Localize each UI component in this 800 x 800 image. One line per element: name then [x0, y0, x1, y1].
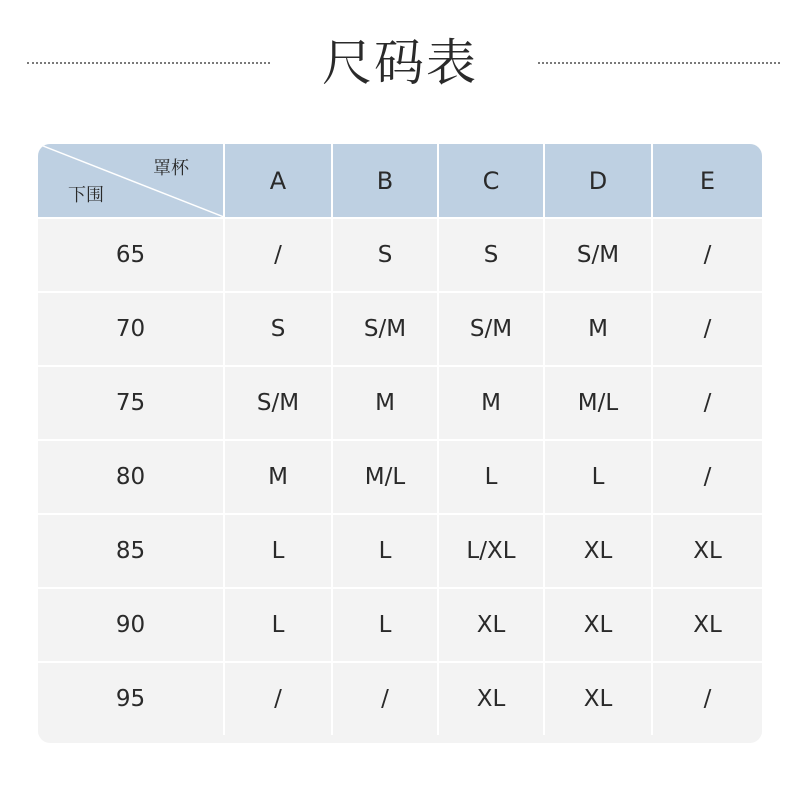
size-cell: S/M: [544, 218, 652, 292]
size-cell: XL: [544, 514, 652, 588]
size-cell: XL: [544, 662, 652, 735]
band-cell: 85: [38, 514, 224, 588]
size-cell: L: [438, 440, 544, 514]
table-row: [38, 662, 762, 735]
column-header-b: B: [332, 144, 438, 218]
size-cell: M/L: [544, 366, 652, 440]
size-cell: /: [652, 218, 762, 292]
size-cell: L: [332, 514, 438, 588]
band-cell: 70: [38, 292, 224, 366]
band-cell: 80: [38, 440, 224, 514]
size-cell: M: [438, 366, 544, 440]
size-cell: L: [224, 514, 332, 588]
size-cell: /: [652, 662, 762, 735]
table-row: [38, 218, 762, 292]
corner-header-cell: [38, 144, 224, 218]
size-cell: S: [224, 292, 332, 366]
size-cell: S/M: [332, 292, 438, 366]
table-row: [38, 514, 762, 588]
size-cell: L/XL: [438, 514, 544, 588]
band-cell: 65: [38, 218, 224, 292]
column-header-d: D: [544, 144, 652, 218]
cup-size-label: 罩杯: [153, 158, 189, 179]
size-cell: S/M: [438, 292, 544, 366]
size-cell: XL: [438, 662, 544, 735]
size-cell: /: [332, 662, 438, 735]
size-cell: S/M: [224, 366, 332, 440]
band-cell: 75: [38, 366, 224, 440]
table-row: [38, 588, 762, 662]
size-cell: XL: [438, 588, 544, 662]
table-row: [38, 292, 762, 366]
band-size-label: 下围: [68, 185, 104, 206]
size-cell: S: [438, 218, 544, 292]
size-cell: M/L: [332, 440, 438, 514]
size-cell: /: [224, 662, 332, 735]
band-cell: 95: [38, 662, 224, 735]
diagonal-divider-line: [38, 144, 224, 217]
size-cell: L: [224, 588, 332, 662]
size-cell: XL: [652, 588, 762, 662]
size-cell: /: [652, 440, 762, 514]
size-cell: L: [544, 440, 652, 514]
title-divider-right: [538, 62, 780, 64]
size-cell: S: [332, 218, 438, 292]
page-title: 尺码表: [322, 34, 478, 92]
table-row: [38, 366, 762, 440]
size-cell: /: [224, 218, 332, 292]
size-cell: XL: [652, 514, 762, 588]
size-chart-table: [38, 144, 762, 743]
size-cell: /: [652, 292, 762, 366]
band-cell: 90: [38, 588, 224, 662]
header-row: [38, 144, 762, 218]
size-cell: XL: [544, 588, 652, 662]
column-header-e: E: [652, 144, 762, 218]
size-cell: M: [332, 366, 438, 440]
column-header-c: C: [438, 144, 544, 218]
size-cell: L: [332, 588, 438, 662]
column-header-a: A: [224, 144, 332, 218]
size-cell: M: [544, 292, 652, 366]
table-row: [38, 440, 762, 514]
size-cell: /: [652, 366, 762, 440]
size-cell: M: [224, 440, 332, 514]
